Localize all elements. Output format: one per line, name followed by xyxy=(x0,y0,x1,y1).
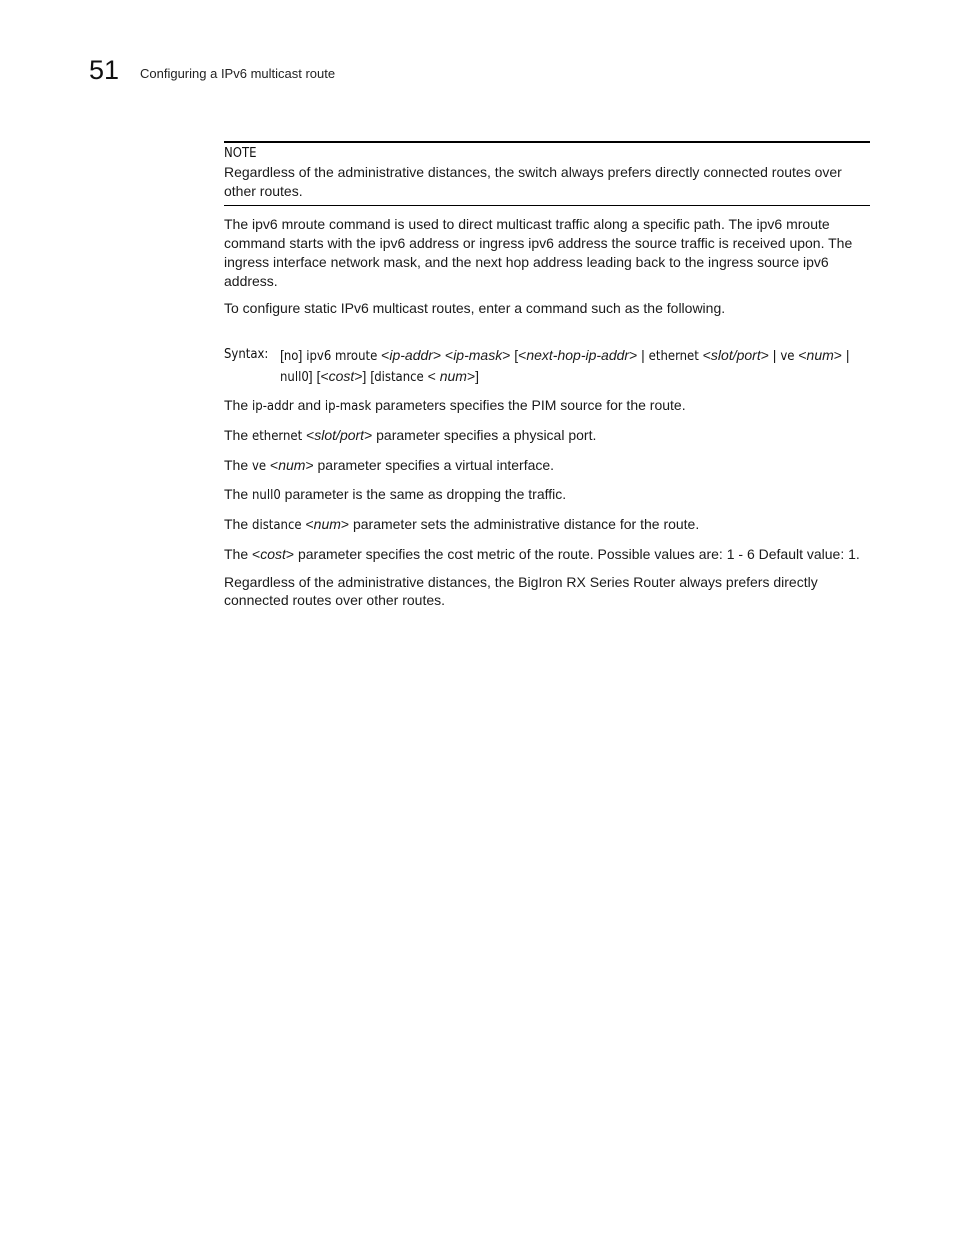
text-run: parameters specifies the PIM source for the route. xyxy=(371,397,686,414)
var-cost: cost xyxy=(260,545,286,562)
text-run: < xyxy=(301,516,314,533)
syntax-keyword-null0: null0 xyxy=(280,369,309,385)
syntax-token: < xyxy=(794,346,807,363)
syntax-var-ip-mask: ip-mask xyxy=(453,346,503,363)
syntax-command xyxy=(280,346,870,387)
param-null0 xyxy=(224,485,870,506)
syntax-keyword-distance: distance xyxy=(374,369,424,385)
syntax-token: >] xyxy=(466,367,480,384)
param-ethernet xyxy=(224,426,870,447)
text-run: < xyxy=(266,456,279,473)
syntax-block xyxy=(224,346,870,387)
syntax-var-num: num xyxy=(439,367,467,384)
chapter-number: 51 xyxy=(89,55,120,85)
text-run: parameter is the same as dropping the traffic. xyxy=(280,486,567,503)
syntax-token: [ xyxy=(280,346,284,363)
syntax-token: < xyxy=(423,367,440,384)
param-ve xyxy=(224,456,870,477)
text-run: The xyxy=(224,397,253,414)
text-run: The xyxy=(224,486,253,503)
syntax-token: > | xyxy=(760,346,781,363)
syntax-token: > < xyxy=(432,346,454,363)
note-box xyxy=(224,141,870,206)
chapter-title: Configuring a IPv6 multicast route xyxy=(140,66,336,81)
param-cost xyxy=(224,545,870,564)
keyword-distance: distance xyxy=(252,518,302,534)
syntax-token: > | xyxy=(629,346,649,363)
note-label: NOTE xyxy=(224,146,257,161)
syntax-var-num: num xyxy=(806,346,834,363)
syntax-token: ] xyxy=(298,346,307,363)
syntax-token: < xyxy=(698,346,711,363)
syntax-keyword-ve: ve xyxy=(780,348,795,364)
syntax-keyword-no: no xyxy=(283,348,299,364)
closing-paragraph: Regardless of the administrative distances, the BigIron RX Series Router always prefers directly connected routes over other routes. xyxy=(224,573,818,609)
note-text: Regardless of the administrative distances, the switch always prefers directly connected routes over other routes. xyxy=(224,164,842,199)
keyword-ve: ve xyxy=(252,458,267,474)
syntax-token: > | xyxy=(833,346,850,363)
keyword-ip-addr: ip-addr xyxy=(252,399,294,415)
syntax-token: >] [ xyxy=(354,367,375,384)
text-run: < xyxy=(302,427,315,444)
syntax-var-slot-port: slot/port xyxy=(710,346,761,363)
text-run: and xyxy=(293,397,325,414)
text-run: The < xyxy=(224,545,261,562)
var-num: num xyxy=(313,516,341,533)
keyword-null0: null0 xyxy=(252,488,281,504)
syntax-label: Syntax: xyxy=(224,346,269,362)
text-run: > parameter specifies a physical port. xyxy=(364,427,597,444)
intro-paragraph-2: To configure static IPv6 multicast routes, enter a command such as the following. xyxy=(224,300,726,317)
syntax-var-next-hop: next-hop-ip-addr xyxy=(526,346,630,363)
text-run: The xyxy=(224,516,253,533)
syntax-keyword-ethernet: ethernet xyxy=(648,348,699,364)
text-run: > parameter specifies a virtual interface. xyxy=(305,456,555,473)
keyword-ethernet: ethernet xyxy=(252,429,303,445)
syntax-var-cost: cost xyxy=(328,367,355,384)
page-content xyxy=(224,141,870,619)
syntax-var-ip-addr: ip-addr xyxy=(389,346,433,363)
syntax-token: ] [< xyxy=(308,367,329,384)
text-run: > parameter sets the administrative distance for the route. xyxy=(340,516,700,533)
keyword-ip-mask: ip-mask xyxy=(324,399,372,415)
syntax-token: > [< xyxy=(502,346,527,363)
param-ip-addr-mask xyxy=(224,396,870,417)
param-distance xyxy=(224,515,870,536)
text-run: The xyxy=(224,456,253,473)
spacer xyxy=(224,327,870,346)
text-run: > parameter specifies the cost metric of the route. Possible values are: 1 - 6 Default value: 1. xyxy=(285,545,860,562)
syntax-keyword-ipv6-mroute: ipv6 mroute xyxy=(306,348,378,364)
var-num: num xyxy=(278,456,306,473)
intro-paragraph-1: The ipv6 mroute command is used to direct multicast traffic along a specific path. The ipv6 mroute command starts with the ipv6 address or ingress ipv6 address the source traffic is received upon. The ingress interface network mask, and the next hop address leading back to the ingress source ipv6 address. xyxy=(224,216,853,289)
syntax-token: < xyxy=(377,346,390,363)
text-run: The xyxy=(224,427,253,444)
var-slot-port: slot/port xyxy=(314,427,365,444)
